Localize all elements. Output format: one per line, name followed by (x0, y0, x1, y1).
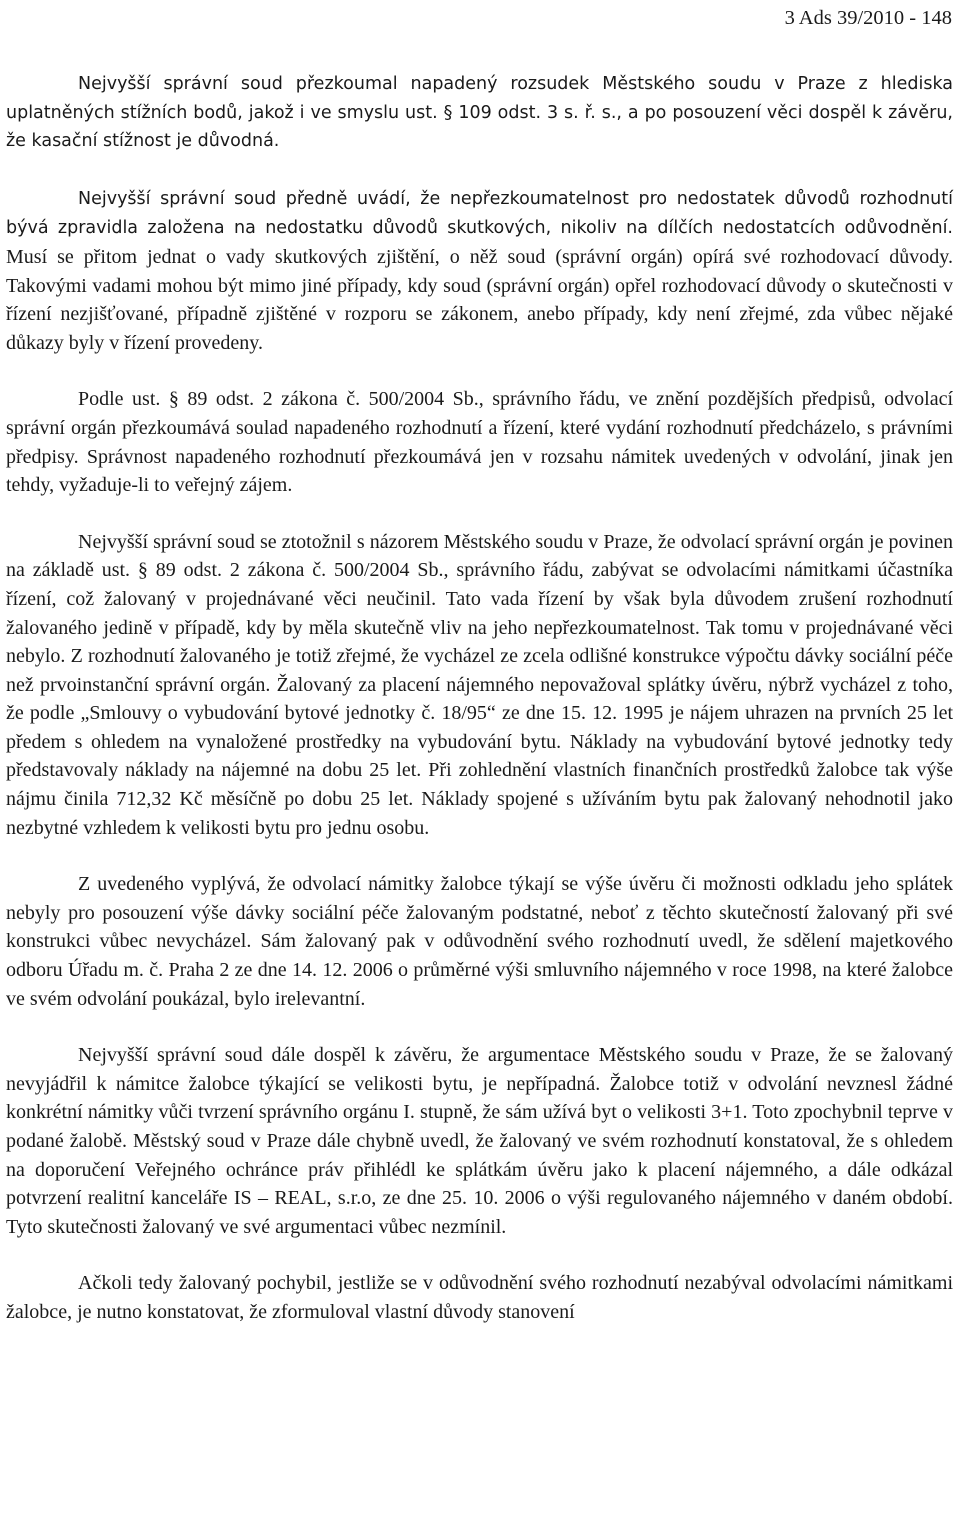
paragraph-final (6, 1269, 953, 1326)
case-number-header: 3 Ads 39/2010 - 148 (784, 7, 952, 29)
paragraph-text: Nejvyšší správní soud přezkoumal napadený rozsudek Městského soudu v Praze z hlediska uplatněných stížních bodů, jakož i ve smyslu ust. § 109 odst. 3 s. ř. s., a po posouzení věci dospěl k závěru, že kasační stížnost je důvodná. (6, 74, 953, 152)
document-body (6, 70, 953, 1355)
paragraph-court-agreement (6, 528, 953, 843)
paragraph-text: Z uvedeného vyplývá, že odvolací námitky žalobce týkají se výše úvěru či možnosti odkladu jeho splátek nebyly pro posouzení výše dávky sociální péče žalovaným podstatné, neboť z těchto skutečností žalovaný při své konstrukci vůbec nevycházel. Sám žalovaný pak v odůvodnění svého rozhodnutí uvedl, že sdělení majetkového odboru Úřadu m. č. Praha 2 ze dne 14. 12. 2006 o průměrné výši smluvního nájemného v roce 1998, na které žalobce ve svém odvolání poukázal, bylo irelevantní. (6, 873, 953, 1010)
paragraph-conclusion-objections (6, 870, 953, 1013)
paragraph-text: Podle ust. § 89 odst. 2 zákona č. 500/2004 Sb., správního řádu, ve znění pozdějších předpisů, odvolací správní orgán přezkoumává soulad napadeného rozhodnutí a řízení, které vydání rozhodnutí předcházelo, s právními předpisy. Správnost napadeného rozhodnutí přezkoumává jen v rozsahu námitek uvedených v odvolání, jinak jen tehdy, vyžaduje-li to veřejný zájem. (6, 388, 953, 497)
paragraph-text: Ačkoli tedy žalovaný pochybil, jestliže se v odůvodnění svého rozhodnutí nezabýval odvolacími námitkami žalobce, je nutno konstatovat, že zformuloval vlastní důvody stanovení (6, 1272, 953, 1323)
paragraph-legal-provision (6, 385, 953, 499)
paragraph-text-serif: Musí se přitom jednat o vady skutkových zjištění, o něž soud (správní orgán) opírá své rozhodovací důvody. Takovými vadami mohou být mimo jiné případy, kdy soud (správní orgán) opřel rozhodovací důvody o skutečnosti v řízení nezjišťované, případně zjištěné v rozporu se zákonem, anebo případy, kdy není zřejmé, zda vůbec nějaké důkazy byly v řízení provedeny. (6, 245, 953, 354)
paragraph-argumentation (6, 1041, 953, 1241)
paragraph-text-sans: Nejvyšší správní soud předně uvádí, že nepřezkoumatelnost pro nedostatek důvodů rozhodnutí bývá zpravidla založena na nedostatku důvodů skutkových, nikoliv na dílčích nedostatcích odůvodnění. (6, 188, 953, 239)
paragraph-review-scope (6, 70, 953, 156)
paragraph-text: Nejvyšší správní soud dále dospěl k závěru, že argumentace Městského soudu v Praze, že se žalovaný nevyjádřil k námitce žalobce týkající se velikosti bytu, je nepřípadná. Žalobce totiž v odvolání nevznesl žádné konkrétní námitky vůči tvrzení správního orgánu I. stupně, že sám užívá byt o velikosti 3+1. Toto zpochybnil teprve v podané žalobě. Městský soud v Praze dále chybně uvedl, že žalovaný ve svém rozhodnutí konstatoval, že s ohledem na doporučení Veřejného ochránce práv přihlédl ke splátkám úvěru jako k placení nájemného, a dále odkázal potvrzení realitní kanceláře IS – REAL, s.r.o, ze dne 25. 10. 2006 o výši regulovaného nájemného v daném období. Tyto skutečnosti žalovaný ve své argumentaci vůbec nezmínil. (6, 1044, 953, 1238)
paragraph-unreviewability (6, 184, 953, 358)
paragraph-text: Nejvyšší správní soud se ztotožnil s názorem Městského soudu v Praze, že odvolací správní orgán je povinen na základě ust. § 89 odst. 2 zákona č. 500/2004 Sb., správního řádu, zabývat se odvolacími námitkami účastníka řízení, což žalovaný v projednávané věci neučinil. Tato vada řízení by však byla důvodem zrušení rozhodnutí žalovaného jedině v případě, kdy by měla skutečně vliv na jeho nepřezkoumatelnost. Tak tomu v projednávané věci nebylo. Z rozhodnutí žalovaného je totiž zřejmé, že vycházel ze zcela odlišné konstrukce výpočtu dávky sociální péče než prvoinstanční správní orgán. Žalovaný za placení nájemného nepovažoval splátky úvěru, nýbrž vycházel z toho, že podle „Smlouvy o vybudování bytové jednotky č. 18/95“ ze dne 15. 12. 1995 je nájem uhrazen na prvních 25 let předem s ohledem na vynaložené prostředky na vybudování bytu. Náklady na vybudování bytové jednotky tedy představovaly náklady na nájemné na dobu 25 let. Při zohlednění vlastních finančních prostředků žalobce tak výše nájmu činila 712,32 Kč měsíčně po dobu 25 let. Náklady spojené s užíváním bytu pak žalovaný nehodnotil jako nezbytné vzhledem k velikosti bytu pro jednu osobu. (6, 530, 953, 839)
